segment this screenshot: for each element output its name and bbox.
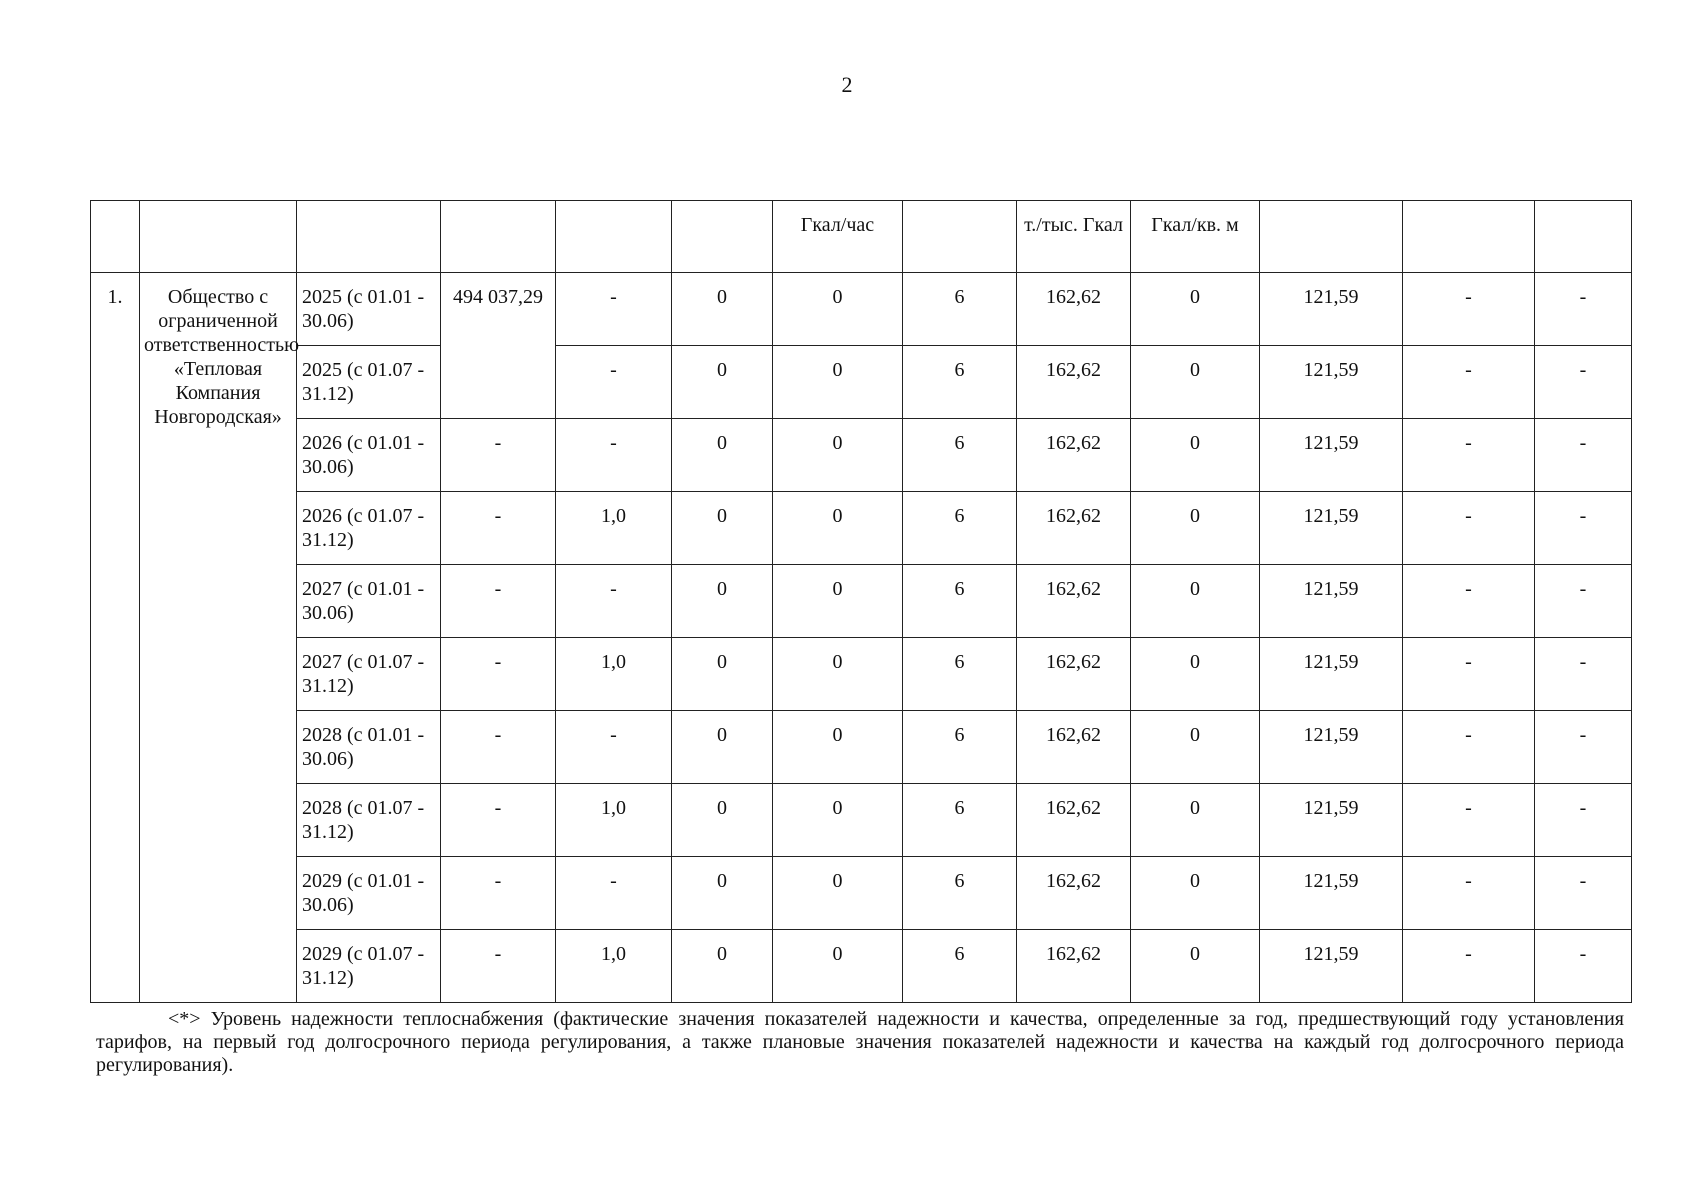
value-cell: - [1535,565,1632,638]
value-cell: 6 [903,273,1017,346]
value-cell: 6 [903,346,1017,419]
value-cell: - [1535,930,1632,1003]
value-cell: 0 [1131,565,1260,638]
value-cell: 0 [773,273,903,346]
value-cell: 121,59 [1260,346,1403,419]
value-cell: - [1403,273,1535,346]
value-cell: 0 [672,273,773,346]
value-cell: 0 [1131,638,1260,711]
header-cell [903,201,1017,273]
value-cell: 121,59 [1260,492,1403,565]
value-cell: - [1403,346,1535,419]
value-cell: 0 [672,857,773,930]
value-cell: 162,62 [1017,857,1131,930]
period-cell: 2025 (с 01.07 - 31.12) [297,346,441,419]
value-cell: 6 [903,419,1017,492]
header-cell [91,201,140,273]
merged-value-cell: 494 037,29 [441,273,556,419]
header-cell: Гкал/час [773,201,903,273]
value-cell: 162,62 [1017,930,1131,1003]
value-cell: - [1403,638,1535,711]
period-cell: 2026 (с 01.01 - 30.06) [297,419,441,492]
value-cell: 0 [1131,857,1260,930]
period-cell: 2027 (с 01.01 - 30.06) [297,565,441,638]
table-row [91,565,1632,638]
header-cell [1535,201,1632,273]
value-cell: - [1535,857,1632,930]
value-cell: 0 [773,784,903,857]
value-cell: 0 [1131,273,1260,346]
header-cell [140,201,297,273]
table-row [91,419,1632,492]
value-cell: 162,62 [1017,711,1131,784]
value-cell: - [556,565,672,638]
value-cell: 162,62 [1017,419,1131,492]
table-row [91,492,1632,565]
value-cell: 121,59 [1260,711,1403,784]
value-cell: 6 [903,638,1017,711]
value-cell: 0 [672,638,773,711]
value-cell: 0 [1131,419,1260,492]
value-cell: - [556,711,672,784]
value-cell: - [441,711,556,784]
value-cell: 162,62 [1017,565,1131,638]
table-row [91,930,1632,1003]
value-cell: - [441,492,556,565]
value-cell: 6 [903,857,1017,930]
table-row [91,346,1632,419]
value-cell: 1,0 [556,784,672,857]
value-cell: 0 [672,346,773,419]
value-cell: - [1535,273,1632,346]
value-cell: 0 [672,419,773,492]
value-cell: - [1535,784,1632,857]
value-cell: 6 [903,784,1017,857]
header-cell: т./тыс. Гкал [1017,201,1131,273]
value-cell: - [1403,857,1535,930]
value-cell: 162,62 [1017,273,1131,346]
header-cell [1260,201,1403,273]
header-cell [441,201,556,273]
value-cell: - [1535,492,1632,565]
period-cell: 2028 (с 01.01 - 30.06) [297,711,441,784]
value-cell: - [441,638,556,711]
value-cell: 6 [903,565,1017,638]
tariff-table [90,200,1632,1003]
value-cell: - [1403,711,1535,784]
row-number: 1. [91,273,140,1003]
value-cell: 1,0 [556,638,672,711]
value-cell: - [1403,930,1535,1003]
value-cell: 0 [773,930,903,1003]
value-cell: 0 [773,565,903,638]
value-cell: 0 [773,857,903,930]
value-cell: - [1403,419,1535,492]
value-cell: 162,62 [1017,492,1131,565]
value-cell: 0 [672,711,773,784]
value-cell: 0 [773,638,903,711]
table-body [91,201,1632,1003]
value-cell: 0 [773,492,903,565]
value-cell: - [441,857,556,930]
value-cell: 0 [672,565,773,638]
value-cell: 1,0 [556,492,672,565]
value-cell: - [441,930,556,1003]
value-cell: 0 [1131,784,1260,857]
value-cell: 121,59 [1260,273,1403,346]
value-cell: - [1535,638,1632,711]
value-cell: 121,59 [1260,930,1403,1003]
value-cell: 0 [1131,346,1260,419]
period-cell: 2027 (с 01.07 - 31.12) [297,638,441,711]
period-cell: 2025 (с 01.01 - 30.06) [297,273,441,346]
table-row [91,711,1632,784]
value-cell: - [556,419,672,492]
value-cell: - [441,784,556,857]
value-cell: - [1535,346,1632,419]
header-cell: Гкал/кв. м [1131,201,1260,273]
value-cell: 162,62 [1017,638,1131,711]
value-cell: 0 [672,784,773,857]
period-cell: 2026 (с 01.07 - 31.12) [297,492,441,565]
value-cell: 6 [903,930,1017,1003]
header-cell [1403,201,1535,273]
value-cell: 0 [672,492,773,565]
value-cell: - [1403,492,1535,565]
value-cell: 121,59 [1260,419,1403,492]
table-row [91,273,1632,346]
header-cell [297,201,441,273]
value-cell: 0 [773,346,903,419]
value-cell: 121,59 [1260,638,1403,711]
period-cell: 2029 (с 01.01 - 30.06) [297,857,441,930]
header-cell [672,201,773,273]
value-cell: 0 [773,711,903,784]
value-cell: 0 [1131,492,1260,565]
value-cell: - [556,346,672,419]
value-cell: - [1535,711,1632,784]
period-cell: 2028 (с 01.07 - 31.12) [297,784,441,857]
value-cell: - [556,273,672,346]
value-cell: - [441,565,556,638]
value-cell: 0 [1131,930,1260,1003]
value-cell: - [441,419,556,492]
value-cell: 6 [903,492,1017,565]
value-cell: 121,59 [1260,565,1403,638]
value-cell: 121,59 [1260,784,1403,857]
table-row [91,638,1632,711]
table-row [91,857,1632,930]
value-cell: 162,62 [1017,784,1131,857]
period-cell: 2029 (с 01.07 - 31.12) [297,930,441,1003]
value-cell: 162,62 [1017,346,1131,419]
header-cell [556,201,672,273]
page-number: 2 [841,72,853,97]
footnote: <*> Уровень надежности теплоснабжения (фактические значения показателей надежности и качества, определенные за год, предшествующий году установления тарифов, на первый год долгосрочного периода регулирования, а также плановые значения показателей надежности и качества на каждый год долгосрочного периода регулирования). [96,1008,1624,1076]
value-cell: 121,59 [1260,857,1403,930]
table-row [91,784,1632,857]
value-cell: 6 [903,711,1017,784]
organization-name: Общество с ограниченной ответственностью «Тепловая Компания Новгородская» [140,273,297,1003]
value-cell: - [1535,419,1632,492]
value-cell: 0 [672,930,773,1003]
value-cell: - [1403,784,1535,857]
value-cell: 1,0 [556,930,672,1003]
value-cell: - [1403,565,1535,638]
units-header-row [91,201,1632,273]
value-cell: 0 [1131,711,1260,784]
value-cell: - [556,857,672,930]
value-cell: 0 [773,419,903,492]
